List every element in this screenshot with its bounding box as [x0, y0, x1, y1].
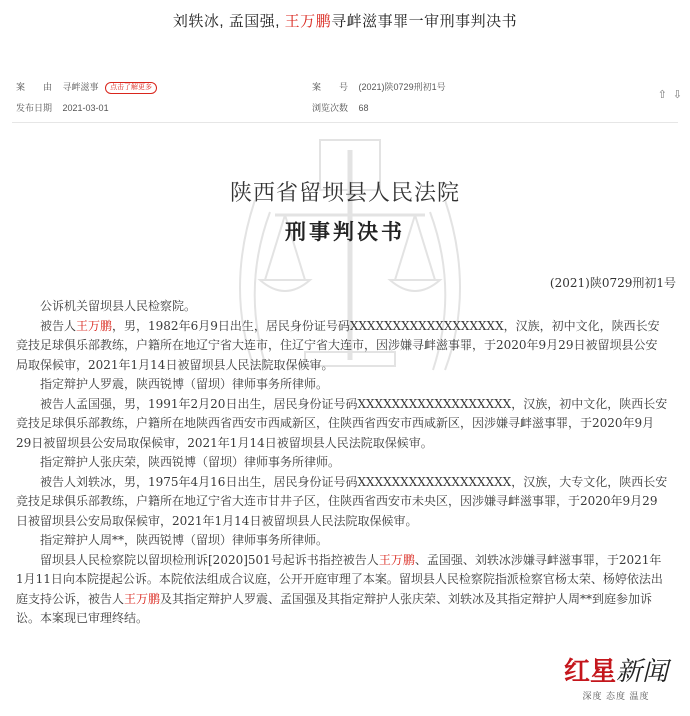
date-label: 发布日期	[16, 103, 53, 113]
case-label: 案 号	[312, 82, 349, 92]
title-case-type: 寻衅滋事罪一审刑事判决书	[331, 13, 518, 30]
case-number-row	[312, 80, 446, 93]
cause-row	[16, 80, 157, 94]
meta-actions	[652, 88, 682, 101]
cause-label: 案 由	[16, 82, 53, 92]
publish-date-row	[16, 101, 109, 114]
paragraph: 被告人王万鹏，男，1982年6月9日出生，居民身份证号码XXXXXXXXXXXXXXXXXX，汉族，初中文化，陕西长安竞技足球俱乐部教练，户籍所在地辽宁省大连市，住辽宁省大连市，因涉嫌寻衅滋事罪，于2020年9月29日被留坝县公安局取保候审，2021年1月14日被留坝县人民法院取保候审。	[16, 318, 660, 372]
case-value: (2021)陕0729刑初1号	[358, 82, 446, 92]
paragraph: 指定辩护人罗震，陕西锐博（留坝）律师事务所律师。	[40, 377, 329, 391]
title-highlight-name[interactable]: 王万鹏	[284, 13, 332, 30]
judgment-body	[16, 297, 668, 629]
document-title	[0, 10, 690, 31]
paragraph: 公诉机关留坝县人民检察院。	[40, 299, 197, 313]
document-type: 刑事判决书	[285, 219, 405, 244]
highlight-name[interactable]: 王万鹏	[378, 552, 415, 567]
watermark-logo	[552, 655, 680, 713]
highlight-name[interactable]: 王万鹏	[76, 318, 113, 333]
paragraph: 被告人孟国强，男，1991年2月20日出生，居民身份证号码XXXXXXXXXXXXXXXXXX，汉族，初中文化，陕西长安竞技足球俱乐部教练，户籍所在地陕西省西安市西咸新区，住陕西省西安市西咸新区，因涉嫌寻衅滋事罪，于2020年9月29日被留坝县公安局取保候审，2021年1月14日被留坝县人民法院取保候审。	[16, 396, 668, 450]
case-number: (2021)陕0729刑初1号	[549, 276, 676, 290]
highlight-name[interactable]: 王万鹏	[124, 591, 161, 606]
date-value: 2021-03-01	[62, 103, 109, 113]
paragraph: 留坝县人民检察院以留坝检刑诉[2020]501号起诉书指控被告人王万鹏、孟国强、刘轶冰涉嫌寻衅滋事罪，于2021年1月11日向本院提起公诉。本院依法组成合议庭，公开开庭审理了本案。留坝县人民检察院指派检察官杨太荣、杨婷依法出庭支持公诉，被告人王万鹏及其指定辩护人罗震、孟国强及其指定辩护人张庆荣、刘轶冰及其指定辩护人周**到庭参加诉讼。本案现已审理终结。	[16, 552, 663, 625]
court-name: 陕西省留坝县人民法院	[229, 181, 460, 206]
cause-value[interactable]: 寻衅滋事	[62, 82, 99, 92]
title-defendants: 刘轶冰, 孟国强,	[172, 13, 285, 30]
views-label: 浏览次数	[312, 103, 349, 113]
paragraph: 被告人刘轶冰，男，1975年4月16日出生，居民身份证号码XXXXXXXXXXXXXXXXXX，汉族，大专文化，陕西长安竞技足球俱乐部教练，户籍所在地辽宁省大连市甘井子区，住陕西省西安市未央区，因涉嫌寻衅滋事罪，于2020年9月29日被留坝县公安局取保候审，2021年1月14日被留坝县人民法院取保候审。	[16, 474, 668, 528]
share-icon[interactable]: ⇧	[657, 89, 667, 101]
paragraph: 指定辩护人张庆荣，陕西锐博（留坝）律师事务所律师。	[40, 455, 341, 469]
download-icon[interactable]: ⇩	[672, 89, 682, 101]
logo-slogan: 深度 态度 温度	[582, 691, 650, 701]
views-value: 68	[358, 103, 369, 113]
learn-more-tag[interactable]: 点击了解更多	[105, 82, 157, 94]
paragraph: 指定辩护人周**，陕西锐博（留坝）律师事务所律师。	[40, 533, 329, 547]
logo-text: 红星新闻	[563, 657, 669, 687]
views-row	[312, 101, 369, 114]
